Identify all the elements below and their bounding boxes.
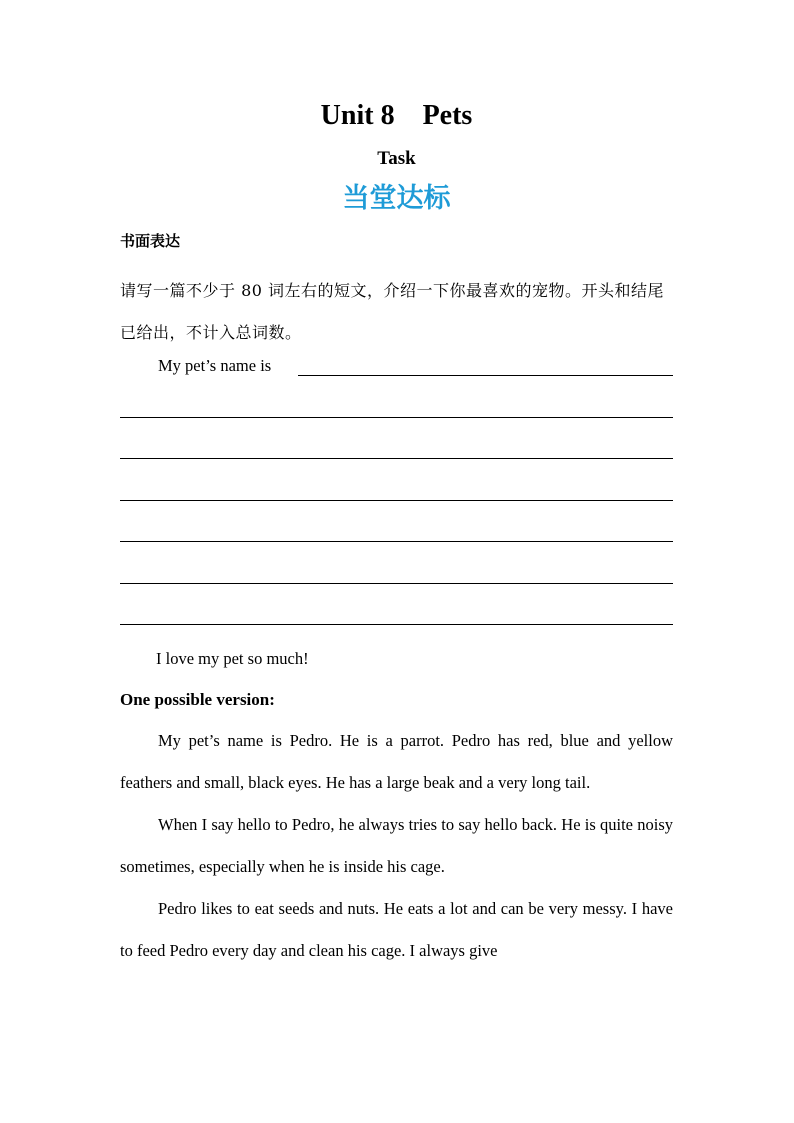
closing-sentence: I love my pet so much! [156, 649, 309, 668]
sample-answer-label: One possible version: [120, 690, 275, 709]
unit-title: Unit 8 Pets [320, 100, 473, 131]
exercise-instruction: 请写一篇不少于 80 词左右的短文，介绍一下你最喜欢的宠物。开头和结尾已给出，不计入总词数。 [120, 281, 665, 342]
essay-paragraph: When I say hello to Pedro, he always tries to say hello back. He is quite noisy sometimes, especially when he is inside his cage. [120, 815, 673, 876]
sample-essay [120, 720, 673, 972]
exercise-label: 书面表达 [120, 232, 181, 250]
writing-line[interactable] [120, 541, 673, 542]
writing-line[interactable] [120, 417, 673, 418]
writing-line[interactable] [120, 500, 673, 501]
essay-paragraph: My pet’s name is Pedro. He is a parrot. Pedro has red, blue and yellow feathers and small, black eyes. He has a large beak and a very long tail. [120, 731, 673, 792]
answer-blank-line[interactable] [298, 375, 673, 376]
starter-sentence-row [158, 354, 673, 378]
writing-line[interactable] [120, 458, 673, 459]
writing-line[interactable] [120, 624, 673, 625]
section-heading: 当堂达标 [342, 183, 451, 214]
writing-line[interactable] [120, 583, 673, 584]
lesson-subtitle: Task [377, 148, 416, 169]
starter-sentence: My pet’s name is [158, 356, 272, 375]
essay-paragraph: Pedro likes to eat seeds and nuts. He eats a lot and can be very messy. I have to feed Pedro every day and clean his cage. I always give [120, 899, 673, 960]
